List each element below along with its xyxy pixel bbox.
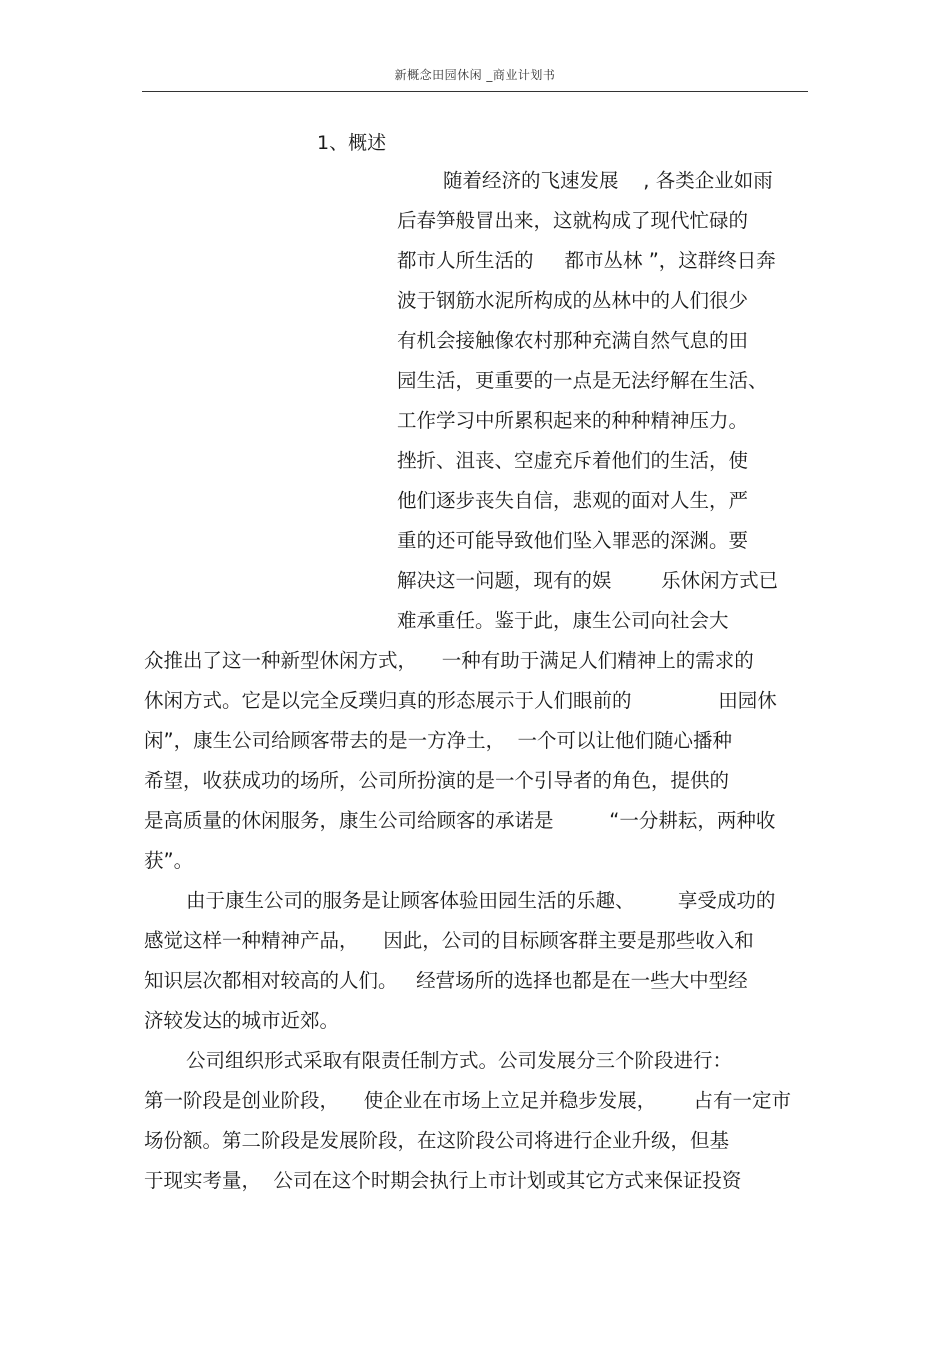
body-line: 有机会接触像农村那种充满自然气息的田 — [397, 329, 749, 352]
section-title: 1、概述 — [317, 132, 387, 154]
body-line: 后春笋般冒出来，这就构成了现代忙碌的 — [397, 209, 749, 232]
body-line: 知识层次都相对较高的人们。 经营场所的选择也都是在一些大中型经 — [144, 969, 748, 992]
body-line: 他们逐步丧失自信，悲观的面对人生，严 — [397, 489, 749, 512]
body-line: 感觉这样一种精神产品， 因此，公司的目标顾客群主要是那些收入和 — [144, 929, 754, 952]
body-line: 希望，收获成功的场所，公司所扮演的是一个引导者的角色，提供的 — [144, 769, 730, 792]
page-header: 新概念田园休闲 _商业计划书 — [394, 68, 556, 82]
body-line: 是高质量的休闲服务，康生公司给顾客的承诺是 “一分耕耘，两种收 — [144, 809, 776, 832]
body-line: 工作学习中所累积起来的种种精神压力。 — [397, 409, 749, 432]
body-line: 于现实考量， 公司在这个时期会执行上市计划或其它方式来保证投资 — [144, 1169, 742, 1192]
body-line: 济较发达的城市近郊。 — [144, 1009, 340, 1032]
body-line: 休闲方式。它是以完全反璞归真的形态展示于人们眼前的 田园休 — [144, 689, 777, 712]
body-line: 挫折、沮丧、空虚充斥着他们的生活，使 — [397, 449, 749, 472]
body-line: 随着经济的飞速发展 , 各类企业如雨 — [443, 169, 773, 192]
body-line: 获”。 — [144, 849, 194, 872]
body-line: 由于康生公司的服务是让顾客体验田园生活的乐趣、 享受成功的 — [186, 889, 776, 912]
body-line: 公司组织形式采取有限责任制方式。公司发展分三个阶段进行： — [186, 1049, 733, 1072]
body-line: 场份额。第二阶段是发展阶段，在这阶段公司将进行企业升级，但基 — [144, 1129, 730, 1152]
body-line: 第一阶段是创业阶段， 使企业在市场上立足并稳步发展， 占有一定市 — [144, 1089, 791, 1112]
header-rule — [142, 91, 808, 92]
body-line: 都市人所生活的 都市丛林 ”，这群终日奔 — [397, 249, 776, 272]
body-line: 闲”，康生公司给顾客带去的是一方净土， 一个可以让他们随心播种 — [144, 729, 732, 752]
body-line: 众推出了这一种新型休闲方式， 一种有助于满足人们精神上的需求的 — [144, 649, 754, 672]
body-line: 园生活，更重要的一点是无法纾解在生活、 — [397, 369, 768, 392]
body-line: 波于钢筋水泥所构成的丛林中的人们很少 — [397, 289, 749, 312]
body-line: 重的还可能导致他们坠入罪恶的深渊。要 — [397, 529, 749, 552]
body-line: 解决这一问题，现有的娱 乐休闲方式已 — [397, 569, 779, 592]
body-line: 难承重任。鉴于此，康生公司向社会大 — [397, 609, 729, 632]
